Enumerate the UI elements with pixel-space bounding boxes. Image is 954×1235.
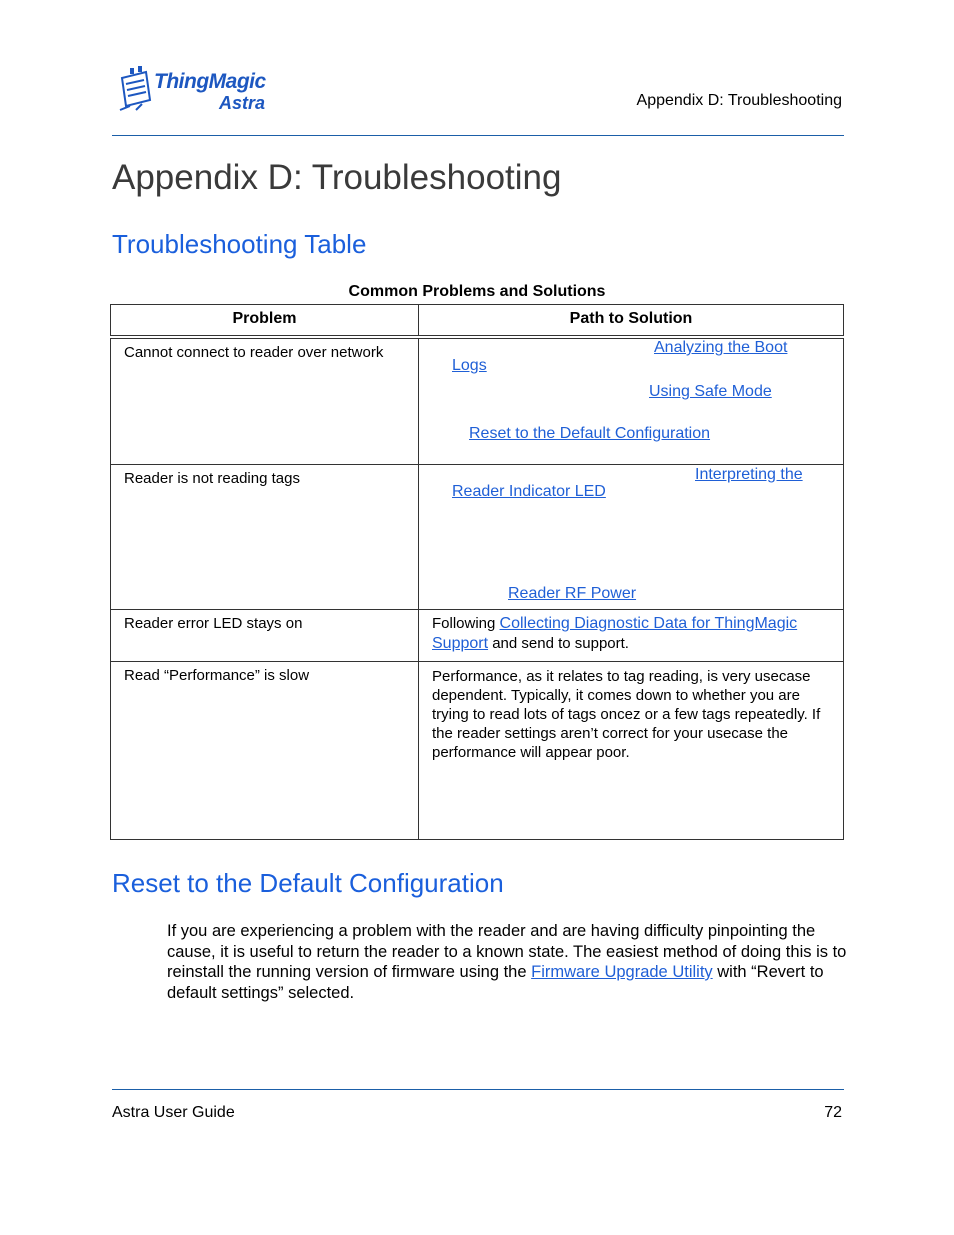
problem-text: Cannot connect to reader over network bbox=[124, 344, 384, 361]
thingmagic-logo bbox=[116, 66, 276, 116]
solution-text-after: and send to support. bbox=[488, 634, 629, 652]
column-header-problem: Problem bbox=[111, 305, 419, 338]
link-collecting-diagnostic-data-cont[interactable]: Support bbox=[432, 634, 489, 652]
solution-text-before: Following bbox=[432, 614, 500, 632]
logo-product: Astra bbox=[219, 93, 266, 113]
solution-cell bbox=[419, 337, 844, 464]
troubleshooting-table bbox=[110, 304, 844, 840]
footer-doc-title: Astra User Guide bbox=[112, 1104, 235, 1121]
problem-cell bbox=[111, 337, 419, 464]
link-reset-default-config[interactable]: Reset to the Default Configuration bbox=[469, 425, 711, 442]
solution-cell bbox=[419, 609, 844, 661]
running-header: Appendix D: Troubleshooting bbox=[636, 92, 842, 109]
link-using-safe-mode[interactable]: Using Safe Mode bbox=[649, 383, 772, 400]
problem-text: Reader is not reading tags bbox=[124, 469, 300, 487]
link-interpreting-indicator-led[interactable]: Interpreting the bbox=[695, 465, 803, 483]
table-caption: Common Problems and Solutions bbox=[348, 283, 606, 300]
link-reader-rf-power[interactable]: Reader RF Power bbox=[508, 584, 637, 602]
footer-rule bbox=[112, 1089, 844, 1090]
table-row bbox=[111, 337, 844, 464]
problem-cell bbox=[111, 661, 419, 839]
table-header-row bbox=[111, 305, 844, 338]
column-header-solution: Path to Solution bbox=[419, 305, 844, 338]
logo-brand: ThingMagic bbox=[154, 70, 266, 93]
problem-text: Read “Performance” is slow bbox=[124, 666, 310, 684]
section-title-troubleshooting-table: Troubleshooting Table bbox=[112, 229, 367, 259]
problem-cell bbox=[111, 464, 419, 609]
table-row bbox=[111, 661, 844, 839]
solution-cell bbox=[419, 464, 844, 609]
link-collecting-diagnostic-data[interactable]: Collecting Diagnostic Data for ThingMagic bbox=[499, 614, 798, 632]
logo-reader-icon bbox=[116, 66, 156, 116]
paragraph-text-end: with “Revert to default settings” selected. bbox=[167, 963, 824, 1002]
link-interpreting-indicator-led-cont[interactable]: Reader Indicator LED bbox=[452, 482, 606, 500]
page-number: 72 bbox=[824, 1104, 842, 1121]
page-title: Appendix D: Troubleshooting bbox=[112, 158, 562, 197]
section-title-reset-default: Reset to the Default Configuration bbox=[112, 868, 504, 898]
paragraph-text: If you are experiencing a problem with the reader and are having difficulty pinpointing the cause, it is useful to return the reader to a known state. The easiest method of doing this is to reinstall the running version of firmware using the bbox=[167, 922, 847, 981]
solution-cell bbox=[419, 661, 844, 839]
body-paragraph bbox=[167, 921, 847, 1003]
problem-text: Reader error LED stays on bbox=[124, 614, 303, 632]
problem-cell bbox=[111, 609, 419, 661]
header-rule bbox=[112, 135, 844, 136]
table-row bbox=[111, 464, 844, 609]
link-firmware-upgrade-utility[interactable]: Firmware Upgrade Utility bbox=[531, 963, 713, 981]
table-row bbox=[111, 609, 844, 661]
link-analyzing-boot-logs[interactable]: Analyzing the Boot bbox=[654, 339, 788, 356]
link-analyzing-boot-logs-cont[interactable]: Logs bbox=[452, 357, 487, 374]
solution-text: Performance, as it relates to tag reading, is very usecase dependent. Typically, it comes down to whether you are trying to read lots of tags oncez or a few tags repeatedly. If the reader settings aren’t correct for your usecase the performance will appear poor. bbox=[432, 667, 821, 761]
solution-text bbox=[432, 614, 833, 654]
